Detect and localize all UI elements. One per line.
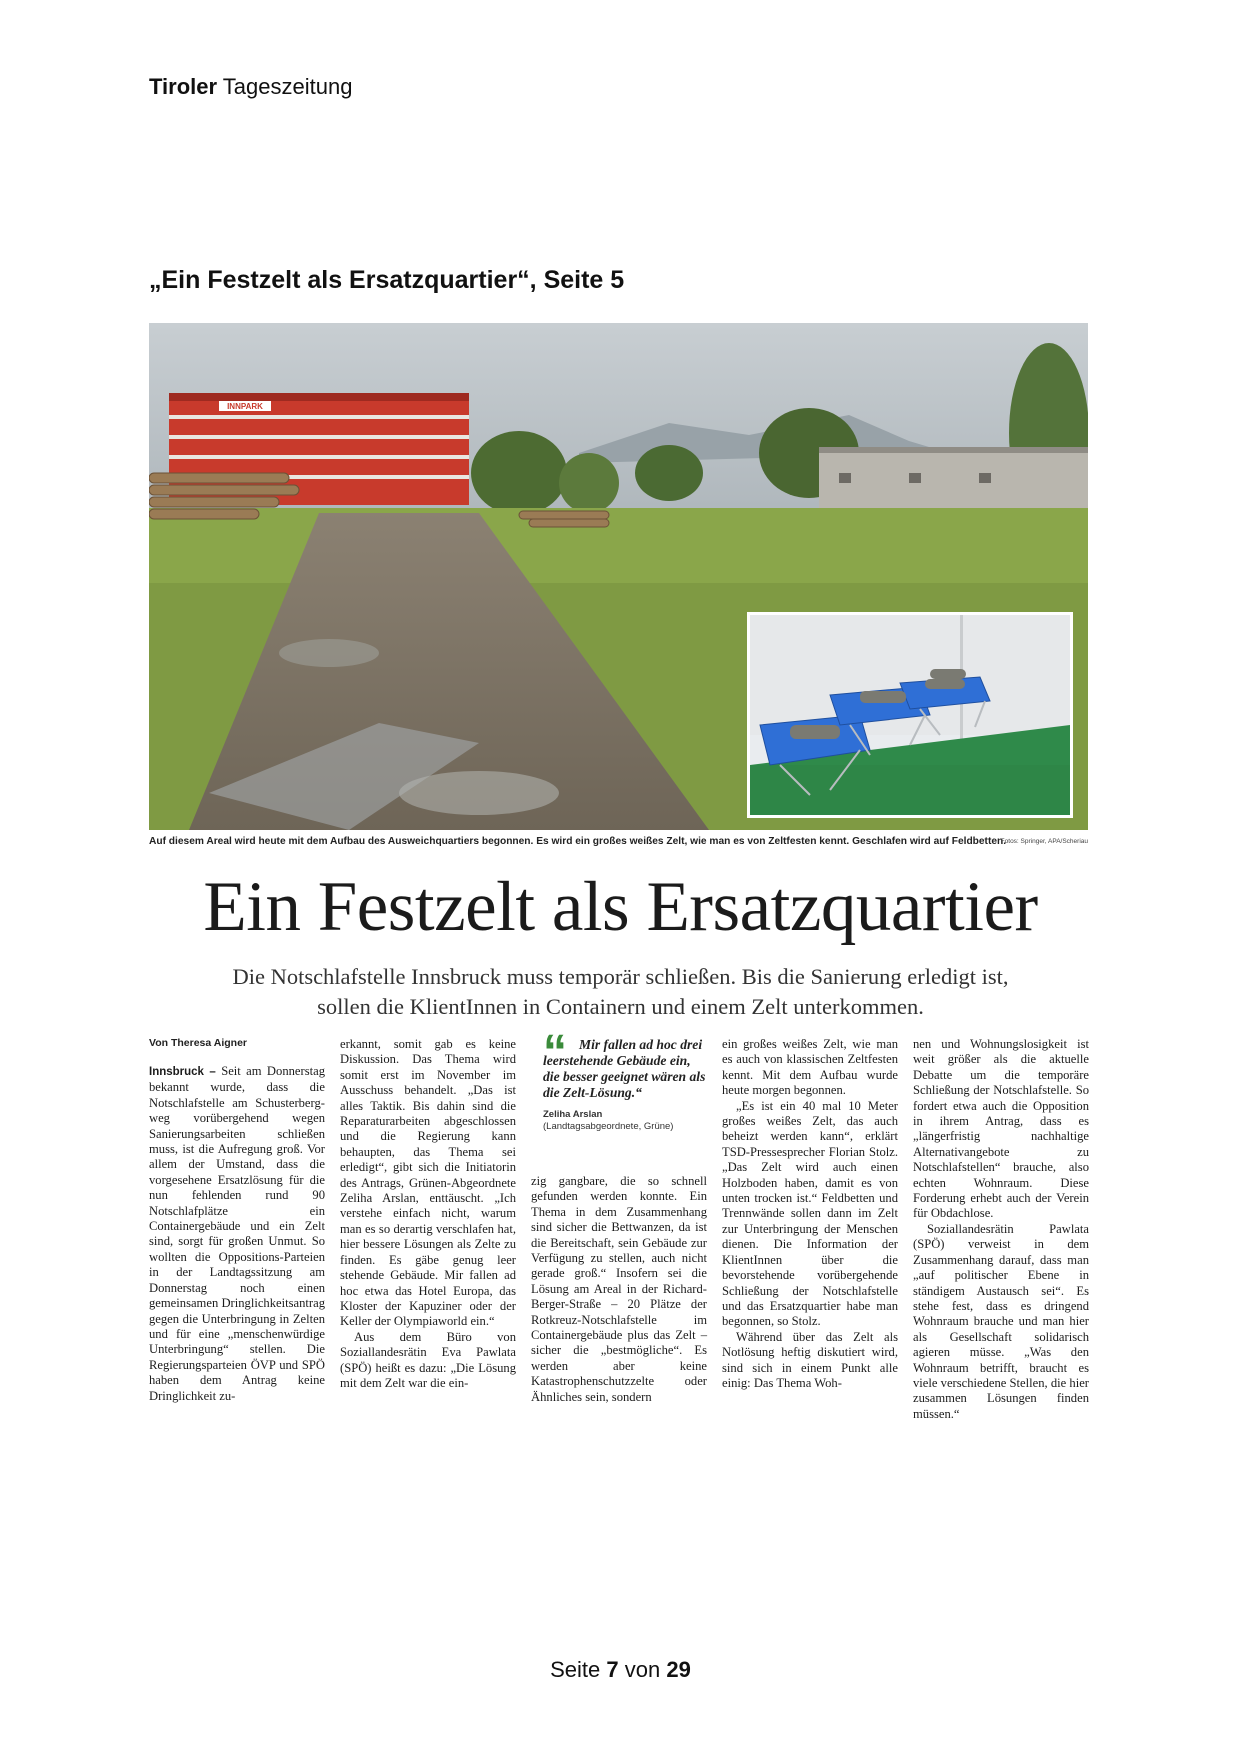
paragraph: ein großes weißes Zelt, wie man es auch von klassischen Zeltfesten kennt. Mit dem Aufbau wurde heute morgen begonnen. [722,1037,898,1098]
pull-quote-role: (Landtagsabgeordnete, Grüne) [543,1121,674,1132]
text-column-3 [531,1174,707,1424]
dateline: Innsbruck – [149,1066,216,1078]
total-pages-number: 29 [666,1657,691,1682]
paragraph: „Es ist ein 40 mal 10 Meter großes weißes Zelt, das auch beheizt werden kann“, erklärt TSD-Pressesprecher Florian Stolz. „Das Zelt wird auch einen Holzboden haben, damit es von unten trocken ist.“ Feldbetten und Trennwände sollen dann im Zelt zur Unterbringung der Menschen dienen. Die Information der KlientInnen über die bevorstehende vorübergehende Schließung der Notschlafstelle und das Ersatzquartier habe man begonnen, so Stolz. [722,1098,898,1329]
text-column-4 [722,1037,898,1424]
paragraph: nen und Wohnungslosigkeit ist weit größer als die aktuelle Debatte um die temporäre Schließung der Notschlafstelle. So fordert etwa auch die Opposition in ihrem Antrag, dass es „längerfristig nachhaltige Alternativangebote zu Notschlafstellen“ brauche, also echten Wohnraum. Diese Forderung erhebt auch der Verein für Obdachlose. [913,1037,1089,1221]
article-subline [130,962,1111,1022]
byline: Von Theresa Aigner [149,1037,248,1049]
photo-credit: Fotos: Springer, APA/Scheriau [1000,838,1088,845]
photo-caption-row [149,836,1088,850]
publication-brand: Tiroler [149,74,218,99]
paragraph: Aus dem Büro von Soziallandesrätin Eva Pawlata (SPÖ) heißt es dazu: „Die Lösung mit dem Zelt war die ein- [340,1329,516,1390]
article-headline: Ein Festzelt als Ersatzquartier [203,868,1038,946]
article-reference: „Ein Festzelt als Ersatzquartier“, Seite 5 [149,266,625,294]
publication-name: Tageszeitung [222,74,353,99]
footer-prefix: Seite [550,1657,601,1682]
paragraph-text: Seit am Donnerstag bekannt wurde, dass die Notschlafstelle am Schusterbergweg vorübergehend wegen Sanierungsarbeiten schließen muss, ist die Aufregung groß. Vor allem der Umstand, dass die vorgesehene Ersatzlösung für die nun fehlenden rund 90 Notschlafplätze ein Containergebäude und ein Zelt sind, sorgt für großen Unmut. So wollten die Oppositions-Parteien in der Landtagssitzung am Donnerstag noch einen gemeinsamen Dringlichkeitsantrag gegen die Unterbringung in Zelten und für eine „menschenwürdige Unterbringung“ stellen. Die Regierungsparteien ÖVP und SPÖ haben dem Antrag keine Dringlichkeit zu- [149,1064,325,1403]
quote-mark-icon: “ [543,1026,567,1079]
field-beds-illustration [750,615,1070,815]
pull-quote-author: Zeliha Arslan [543,1109,603,1120]
footer-middle: von [624,1657,661,1682]
subline-line-2: sollen die KlientInnen in Containern und einem Zelt unterkommen. [317,994,924,1019]
inset-photo [747,612,1073,818]
text-column-5 [913,1037,1089,1424]
pull-quote-text: Mir fallen ad hoc drei leerstehende Gebäude ein, die besser geeignet wären als die Zelt-Lösung.“ [543,1037,706,1100]
paragraph: zig gangbare, die so schnell gefunden werden konnte. Ein Thema in dem Zusammenhang sind sicher die Bettwanzen, da ist die Bereitschaft, sein Gebäude zur Verfügung zu stellen, auch nicht gerade groß.“ Insofern sei die Lösung am Areal in der Richard-Berger-Straße – 20 Plätze der Rotkreuz-Notschlafstelle im Containergebäude plus das Zelt – sicher die „bestmögliche“. Es werden aber keine Katastrophenschutzzelte oder Ähnliches sein, sondern [531,1174,707,1404]
current-page-number: 7 [606,1657,619,1682]
building-sign: INNPARK [227,402,263,411]
page-footer [0,1657,1241,1683]
photo-caption: Auf diesem Areal wird heute mit dem Aufbau des Ausweichquartiers begonnen. Es wird ein großes weißes Zelt, wie man es von Zeltfesten kennt. Geschlafen wird auf Feldbetten. [149,836,1007,847]
pull-quote-attribution [543,1109,709,1133]
paragraph: erkannt, somit gab es keine Diskussion. Das Thema wird somit erst im November im Ausschuss behandelt. „Das ist alles Taktik. Bis dahin sind die Reparaturarbeiten abgeschlossen und die Regierung kann behaupten, das Thema sei erledigt“, gibt sich die Initiatorin des Antrags, Grünen-Abgeordnete Zeliha Arslan, enttäuscht. „Ich verstehe einfach nicht, warum man es so derartig verschlafen hat, hier bessere Lösungen als Zelte zu finden. Es gäbe genug leer stehende Gebäude. Mir fallen ad hoc etwa das Hotel Europa, das Kloster der Kapuziner oder der Keller der Olympiaworld ein.“ [340,1037,516,1329]
text-column-1 [149,1064,325,1424]
paragraph [149,1064,325,1404]
text-column-2 [340,1037,516,1424]
paragraph: Während über das Zelt als Notlösung heftig diskutiert wird, sind sich in einem Punkt alle einig: Das Thema Woh- [722,1329,898,1390]
subline-line-1: Die Notschlafstelle Innsbruck muss temporär schließen. Bis die Sanierung erledigt ist, [232,964,1009,989]
pull-quote [543,1026,709,1133]
document-header [149,74,352,100]
paragraph: Soziallandesrätin Pawlata (SPÖ) verweist in dem Zusammenhang darauf, dass man „auf politischer Ebene in ständigem Austausch sei“. Es stehe fest, dass es dringend Wohnraum brauche und man hier als Gesellschaft solidarisch agieren müsse. „Was den Wohnraum betrifft, braucht es viele verschiedene Stellen, die hier zusammen Lösungen finden müssen.“ [913,1221,1089,1421]
